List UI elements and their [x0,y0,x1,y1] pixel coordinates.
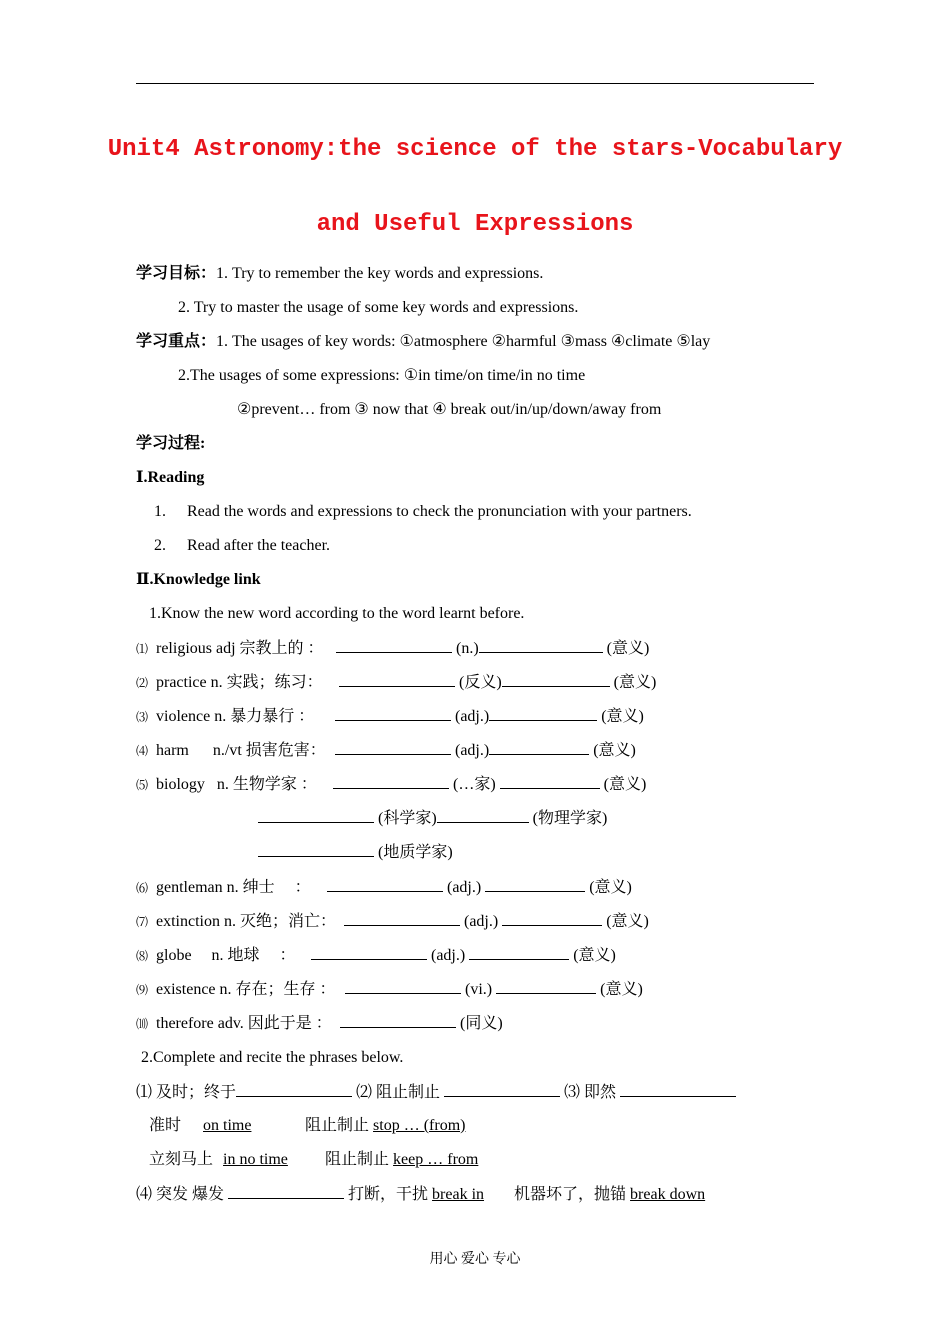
focus-label: 学习重点： [136,333,217,350]
row-type: (adj.) [455,708,490,725]
word-row-9 [136,979,643,1000]
reading-item-num: 1. [154,503,166,520]
phrase-label: 阻止制止 [325,1151,390,1168]
word-row-5-extra-1 [258,808,607,829]
row-word: extinction n. 灭绝；消亡： [156,913,336,930]
row-meaning: (意义) [589,879,632,896]
answer-blank[interactable] [335,706,451,721]
row-type: (地质学家) [378,844,453,861]
row-word: globe n. 地球 ： [156,947,296,964]
phrase-answer: stop … (from) [373,1117,466,1134]
row-type: (n.) [456,640,479,657]
answer-blank[interactable] [311,945,427,960]
header-rule [136,83,814,84]
title-line-2: and Useful Expressions [316,211,634,238]
row-type: (科学家) [378,810,437,827]
phrase-answer: break down [630,1186,706,1203]
word-row-10 [136,1013,503,1034]
answer-blank[interactable] [479,638,603,653]
phrase-label: 立刻马上 [149,1151,214,1168]
title-line-1: Unit4 Astronomy:the science of the stars-Vocabulary [107,136,843,163]
row-type: (物理学家) [532,810,608,827]
answer-blank[interactable] [333,774,449,789]
row-word: practice n. 实践；练习： [156,674,323,691]
reading-item-2 [154,536,330,556]
phrases-intro: 2.Complete and recite the phrases below. [141,1049,404,1066]
focus-2: 2.The usages of some expressions: ①in time/on time/in no time [178,367,586,384]
phrase-label: 机器坏了，抛锚 [514,1186,627,1203]
row-number: ⑺ [136,915,149,929]
answer-blank[interactable] [469,945,569,960]
row-meaning: (意义) [603,776,647,793]
row-number: ⑸ [136,778,149,792]
row-meaning: (意义) [601,708,644,725]
answer-blank[interactable] [496,979,596,994]
phrase-answer: in no time [223,1151,288,1168]
row-meaning: (意义) [606,640,650,657]
row-type: (adj.) [464,913,499,930]
row-number: ⑽ [136,1017,149,1031]
answer-blank[interactable] [444,1082,560,1097]
answer-blank[interactable] [258,808,374,823]
answer-blank[interactable] [489,740,589,755]
row-word: violence n. 暴力暴行 ： [156,708,315,725]
reading-heading: Ⅰ.Reading [136,469,205,486]
row-type: (反义) [459,674,502,691]
answer-blank[interactable] [502,672,610,687]
word-row-8 [136,945,616,966]
row-number: ⑴ [136,642,149,656]
word-row-5 [136,774,646,795]
word-row-2 [136,672,656,693]
phrase-label: ⑴ 及时；终于 [136,1084,237,1101]
reading-item-text: Read after the teacher. [187,537,331,554]
word-row-3 [136,706,644,727]
row-type: (…家) [453,776,496,793]
answer-blank[interactable] [437,808,529,823]
row-word: harm n./vt 损害危害： [156,742,326,759]
focus-3: ②prevent… from ③ now that ④ break out/in/up/down/away from [237,401,662,418]
objectives-line-1 [136,264,543,284]
process-label: 学习过程: [136,435,206,452]
objectives-label: 学习目标： [136,265,217,282]
answer-blank[interactable] [344,911,460,926]
row-meaning: (意义) [613,674,657,691]
answer-blank[interactable] [489,706,597,721]
phrase-label: ⑶ 即然 [564,1084,617,1101]
row-type: (adj.) [447,879,482,896]
row-word: religious adj 宗教上的 ： [156,640,324,657]
knowledge-heading: Ⅱ.Knowledge link [136,571,261,588]
phrase-answer: break in [432,1186,485,1203]
row-number: ⑶ [136,710,149,724]
row-type: (vi.) [465,981,493,998]
phrase-row-3 [149,1150,490,1170]
phrase-row-1 [136,1082,736,1103]
phrase-row-2 [149,1116,465,1136]
answer-blank[interactable] [345,979,461,994]
word-row-7 [136,911,649,932]
row-type: (adj.) [455,742,490,759]
focus-line-1 [136,332,710,352]
row-number: ⑻ [136,949,149,963]
objective-1: 1. Try to remember the key words and expressions. [216,265,544,282]
row-number: ⑼ [136,983,149,997]
reading-item-1 [154,502,692,522]
answer-blank[interactable] [258,842,374,857]
answer-blank[interactable] [620,1082,736,1097]
objective-2: 2. Try to master the usage of some key words and expressions. [178,299,579,316]
phrase-row-4 [136,1184,725,1205]
word-row-1 [136,638,649,659]
answer-blank[interactable] [236,1082,352,1097]
answer-blank[interactable] [336,638,452,653]
word-row-6 [136,877,632,898]
row-meaning: (意义) [600,981,643,998]
reading-item-num: 2. [154,537,166,554]
reading-item-text: Read the words and expressions to check the pronunciation with your partners. [187,503,692,520]
phrase-label: ⑷ 突发 爆发 [136,1186,225,1203]
word-row-5-extra-2 [258,842,453,863]
answer-blank[interactable] [340,1013,456,1028]
row-type: (adj.) [431,947,466,964]
row-meaning: (意义) [593,742,636,759]
phrase-label: 阻止制止 [305,1117,370,1134]
row-number: ⑹ [136,881,149,895]
answer-blank[interactable] [485,877,585,892]
phrase-label: ⑵ 阻止制止 [356,1084,441,1101]
phrase-label: 打断，干扰 [348,1186,429,1203]
row-type: (同义) [460,1015,503,1032]
knowledge-intro: 1.Know the new word according to the word learnt before. [149,605,525,622]
row-meaning: (意义) [573,947,616,964]
answer-blank[interactable] [335,740,451,755]
page-footer: 用心 爱心 专心 [429,1252,521,1267]
phrase-answer: keep … from [393,1151,479,1168]
row-word: gentleman n. 绅士 ： [156,879,311,896]
row-word: existence n. 存在；生存 ： [156,981,336,998]
row-meaning: (意义) [606,913,649,930]
answer-blank[interactable] [228,1184,344,1199]
answer-blank[interactable] [502,911,602,926]
answer-blank[interactable] [327,877,443,892]
answer-blank[interactable] [339,672,455,687]
word-row-4 [136,740,636,761]
row-word: therefore adv. 因此于是 ： [156,1015,332,1032]
row-number: ⑷ [136,744,149,758]
phrase-answer: on time [203,1117,252,1134]
focus-1: 1. The usages of key words: ①atmosphere ②harmful ③mass ④climate ⑤lay [216,333,711,350]
row-number: ⑵ [136,676,149,690]
answer-blank[interactable] [500,774,600,789]
phrase-label: 准时 [149,1117,182,1134]
row-word: biology n. 生物学家 ： [156,776,317,793]
